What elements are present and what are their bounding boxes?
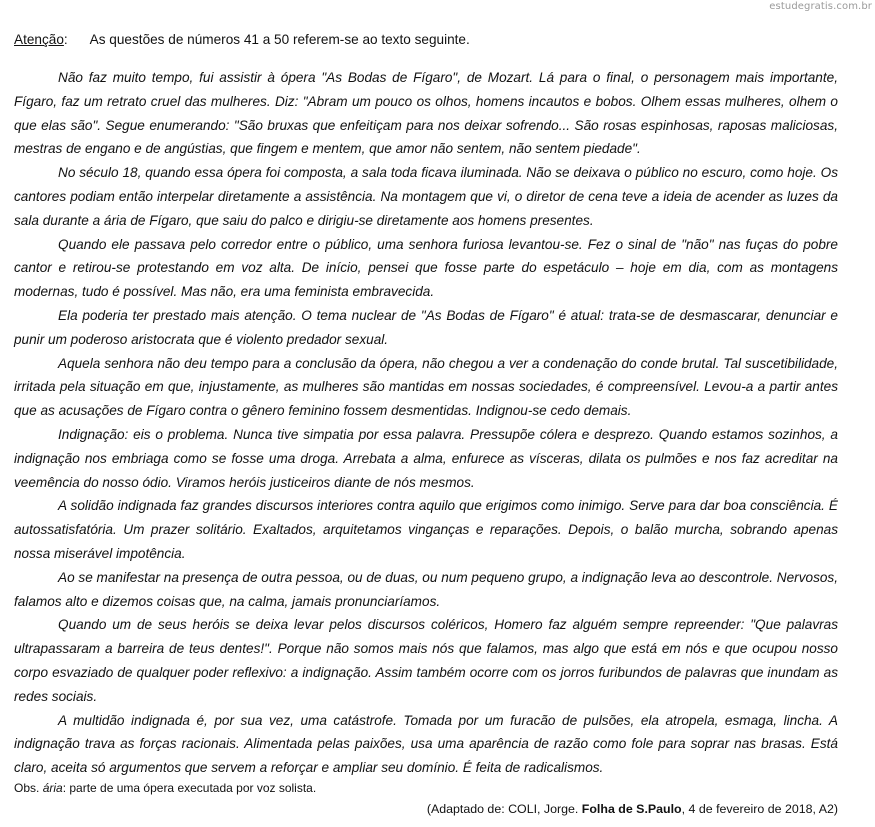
citation-date: , 4 de fevereiro de 2018, A2) — [681, 802, 838, 816]
paragraph: Indignação: eis o problema. Nunca tive simpatia por essa palavra. Pressupõe cólera e desprezo. Quando estamos sozinhos, a indignação nos embriaga como se fosse uma droga. Arrebata a alma, enfurece as vísceras, dilata os pulmões e nos faz acreditar na veemência do nosso ódio. Viramos heróis justiceiros diante de nós mesmos. — [14, 426, 838, 490]
passage-text — [14, 66, 838, 780]
citation-author: (Adaptado de: COLI, Jorge. — [426, 802, 582, 816]
instruction-text: As questões de números 41 a 50 referem-se ao texto seguinte. — [89, 32, 470, 47]
paragraph: Ela poderia ter prestado mais atenção. O tema nuclear de "As Bodas de Fígaro" é atual: trata-se de desmascarar, denunciar e punir um poderoso aristocrata que é violento predador sexual. — [14, 307, 838, 347]
citation-publication: Folha de S.Paulo — [581, 802, 682, 816]
paragraph: Aquela senhora não deu tempo para a conclusão da ópera, não chegou a ver a condenação do conde brutal. Tal suscetibilidade, irritada pela situação em que, injustamente, as mulheres são mantidas em nossas sociedades, é compreensível. Levou-a a partir antes que as acusações de Fígaro contra o gênero feminino fossem desmentidas. Indignou-se cedo demais. — [14, 355, 838, 419]
footnote-definition: : parte de uma ópera executada por voz solista. — [62, 781, 317, 795]
site-watermark: estudegratis.com.br — [769, 1, 872, 12]
source-citation — [427, 801, 838, 817]
paragraph: Quando um de seus heróis se deixa levar pelos discursos coléricos, Homero faz alguém sempre repreender: "Que palavras ultrapassaram a barreira de teus dentes!". Porque não somos mais nós que falamos, mas algo que está em nós e que ocupou nosso corpo esvaziado de qualquer poder reflexivo: a indignação. Assim também ocorre com os jorros furibundos de palavras que inundam as redes sociais. — [14, 617, 838, 704]
attention-label: Atenção — [14, 32, 64, 47]
instruction-header — [14, 32, 470, 48]
paragraph: A solidão indignada faz grandes discursos interiores contra aquilo que erigimos como inimigo. Serve para dar boa consciência. É autossatisfatória. Um prazer solitário. Exaltados, arquitetamos vinganças e reparações. Depois, o balão murcha, sobrando apenas nossa miserável impotência. — [14, 498, 838, 561]
paragraph: No século 18, quando essa ópera foi composta, a sala toda ficava iluminada. Não se deixava o público no escuro, como hoje. Os cantores podiam então interpelar diretamente a assistência. Na montagem que vi, o diretor de cena teve a ideia de acender as luzes da sala durante a ária de Fígaro, que saiu do palco e dirigiu-se diretamente aos homens presentes. — [14, 165, 838, 228]
paragraph: Quando ele passava pelo corredor entre o público, uma senhora furiosa levantou-se. Fez o sinal de "não" nas fuças do pobre cantor e retirou-se protestando em voz alta. De início, pensei que fosse parte do espetáculo – hoje em dia, com as montagens modernas, tudo é possível. Mas não, era uma feminista embravecida. — [14, 236, 838, 300]
paragraph: Não faz muito tempo, fui assistir à ópera "As Bodas de Fígaro", de Mozart. Lá para o final, o personagem mais importante, Fígaro, faz um retrato cruel das mulheres. Diz: "Abram um pouco os olhos, homens incautos e bobos. Olhem essas mulheres, olhem o que elas são". Segue enumerando: "São bruxas que enfeitiçam para nos deixar sofrendo... São rosas espinhosas, raposas maliciosas, mestras de engano e de angústias, que fingem e mentem, que amor não sentem, não sentem piedade". — [14, 70, 838, 157]
footnote — [14, 780, 316, 796]
footnote-term: ária — [42, 781, 63, 795]
attention-colon: : — [63, 32, 68, 47]
footnote-prefix: Obs. — [14, 781, 43, 795]
paragraph: Ao se manifestar na presença de outra pessoa, ou de duas, ou num pequeno grupo, a indignação leva ao descontrole. Nervosos, falamos alto e dizemos coisas que, na calma, jamais pronunciaríamos. — [14, 569, 838, 609]
paragraph: A multidão indignada é, por sua vez, uma catástrofe. Tomada por um furacão de pulsões, ela atropela, esmaga, lincha. A indignação trava as forças racionais. Alimentada pelas paixões, usa uma aparência de razão como fole para soprar nas brasas. Está claro, aceita só argumentos que servem a reforçar e ampliar seu domínio. É feita de radicalismos. — [14, 712, 838, 776]
